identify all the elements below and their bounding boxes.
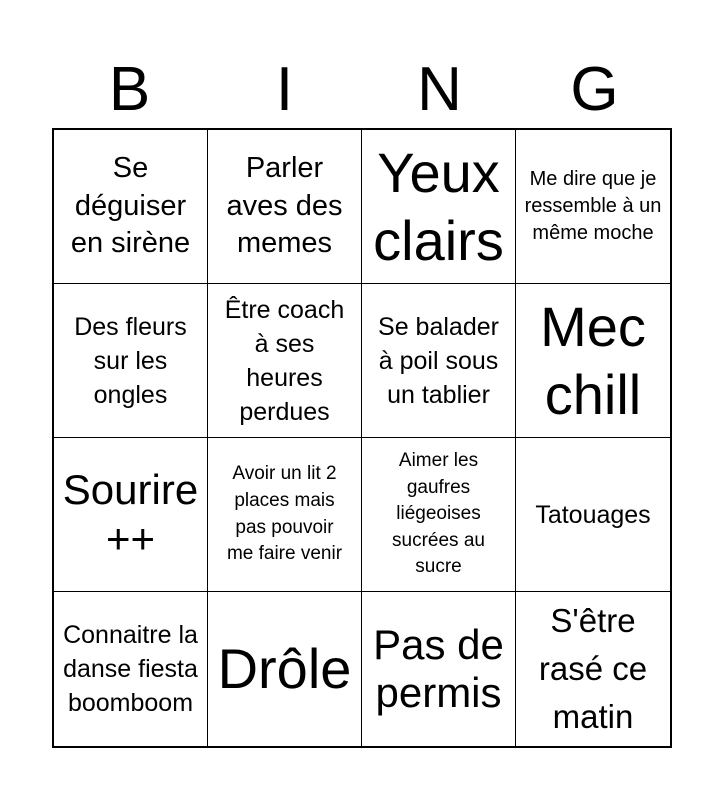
bingo-cell[interactable] — [208, 284, 362, 438]
bingo-cell[interactable] — [208, 592, 362, 746]
bingo-cell[interactable] — [516, 130, 670, 284]
cell-text: Se balader à poil sous un tablier — [378, 312, 499, 409]
bingo-cell[interactable] — [362, 284, 516, 438]
cell-text: Connaitre la danse fiesta boomboom — [63, 621, 198, 717]
cell-text: Avoir un lit 2 places mais pas pouvoir me faire venir — [226, 463, 343, 565]
header-letter-b: B — [108, 55, 151, 124]
bingo-header — [52, 52, 672, 128]
cell-text: Des fleurs sur les ongles — [74, 312, 187, 409]
bingo-cell[interactable] — [516, 284, 670, 438]
cell-text: Mec chill — [540, 295, 646, 426]
cell-text: Se déguiser en sirène — [70, 151, 191, 260]
bingo-cell[interactable] — [208, 130, 362, 284]
cell-text: Tatouages — [535, 500, 651, 529]
cell-text: Sourire ++ — [62, 466, 199, 562]
header-letter-n: N — [417, 55, 462, 124]
header-letter-g: G — [570, 55, 619, 124]
cell-text: Me dire que je ressemble à un même moche — [524, 168, 662, 244]
bingo-cell[interactable] — [208, 438, 362, 592]
bingo-cell[interactable] — [54, 130, 208, 284]
cell-text: Yeux clairs — [373, 141, 504, 272]
cell-text: S'être rasé ce matin — [538, 602, 648, 735]
header-letter-i: I — [275, 55, 294, 124]
cell-text: Pas de permis — [373, 620, 504, 716]
bingo-cell[interactable] — [516, 592, 670, 746]
bingo-cell[interactable] — [54, 592, 208, 746]
cell-text: Drôle — [217, 637, 352, 701]
cell-text: Être coach à ses heures perdues — [224, 295, 345, 426]
bingo-cell[interactable] — [362, 130, 516, 284]
cell-text: Aimer les gaufres liégeoises sucrées au sucre — [392, 450, 485, 578]
bingo-cell[interactable] — [516, 438, 670, 592]
bingo-cell[interactable] — [54, 284, 208, 438]
bingo-cell[interactable] — [54, 438, 208, 592]
bingo-board — [52, 128, 672, 748]
cell-text: Parler aves des memes — [226, 151, 343, 260]
bingo-cell[interactable] — [362, 438, 516, 592]
bingo-cell[interactable] — [362, 592, 516, 746]
